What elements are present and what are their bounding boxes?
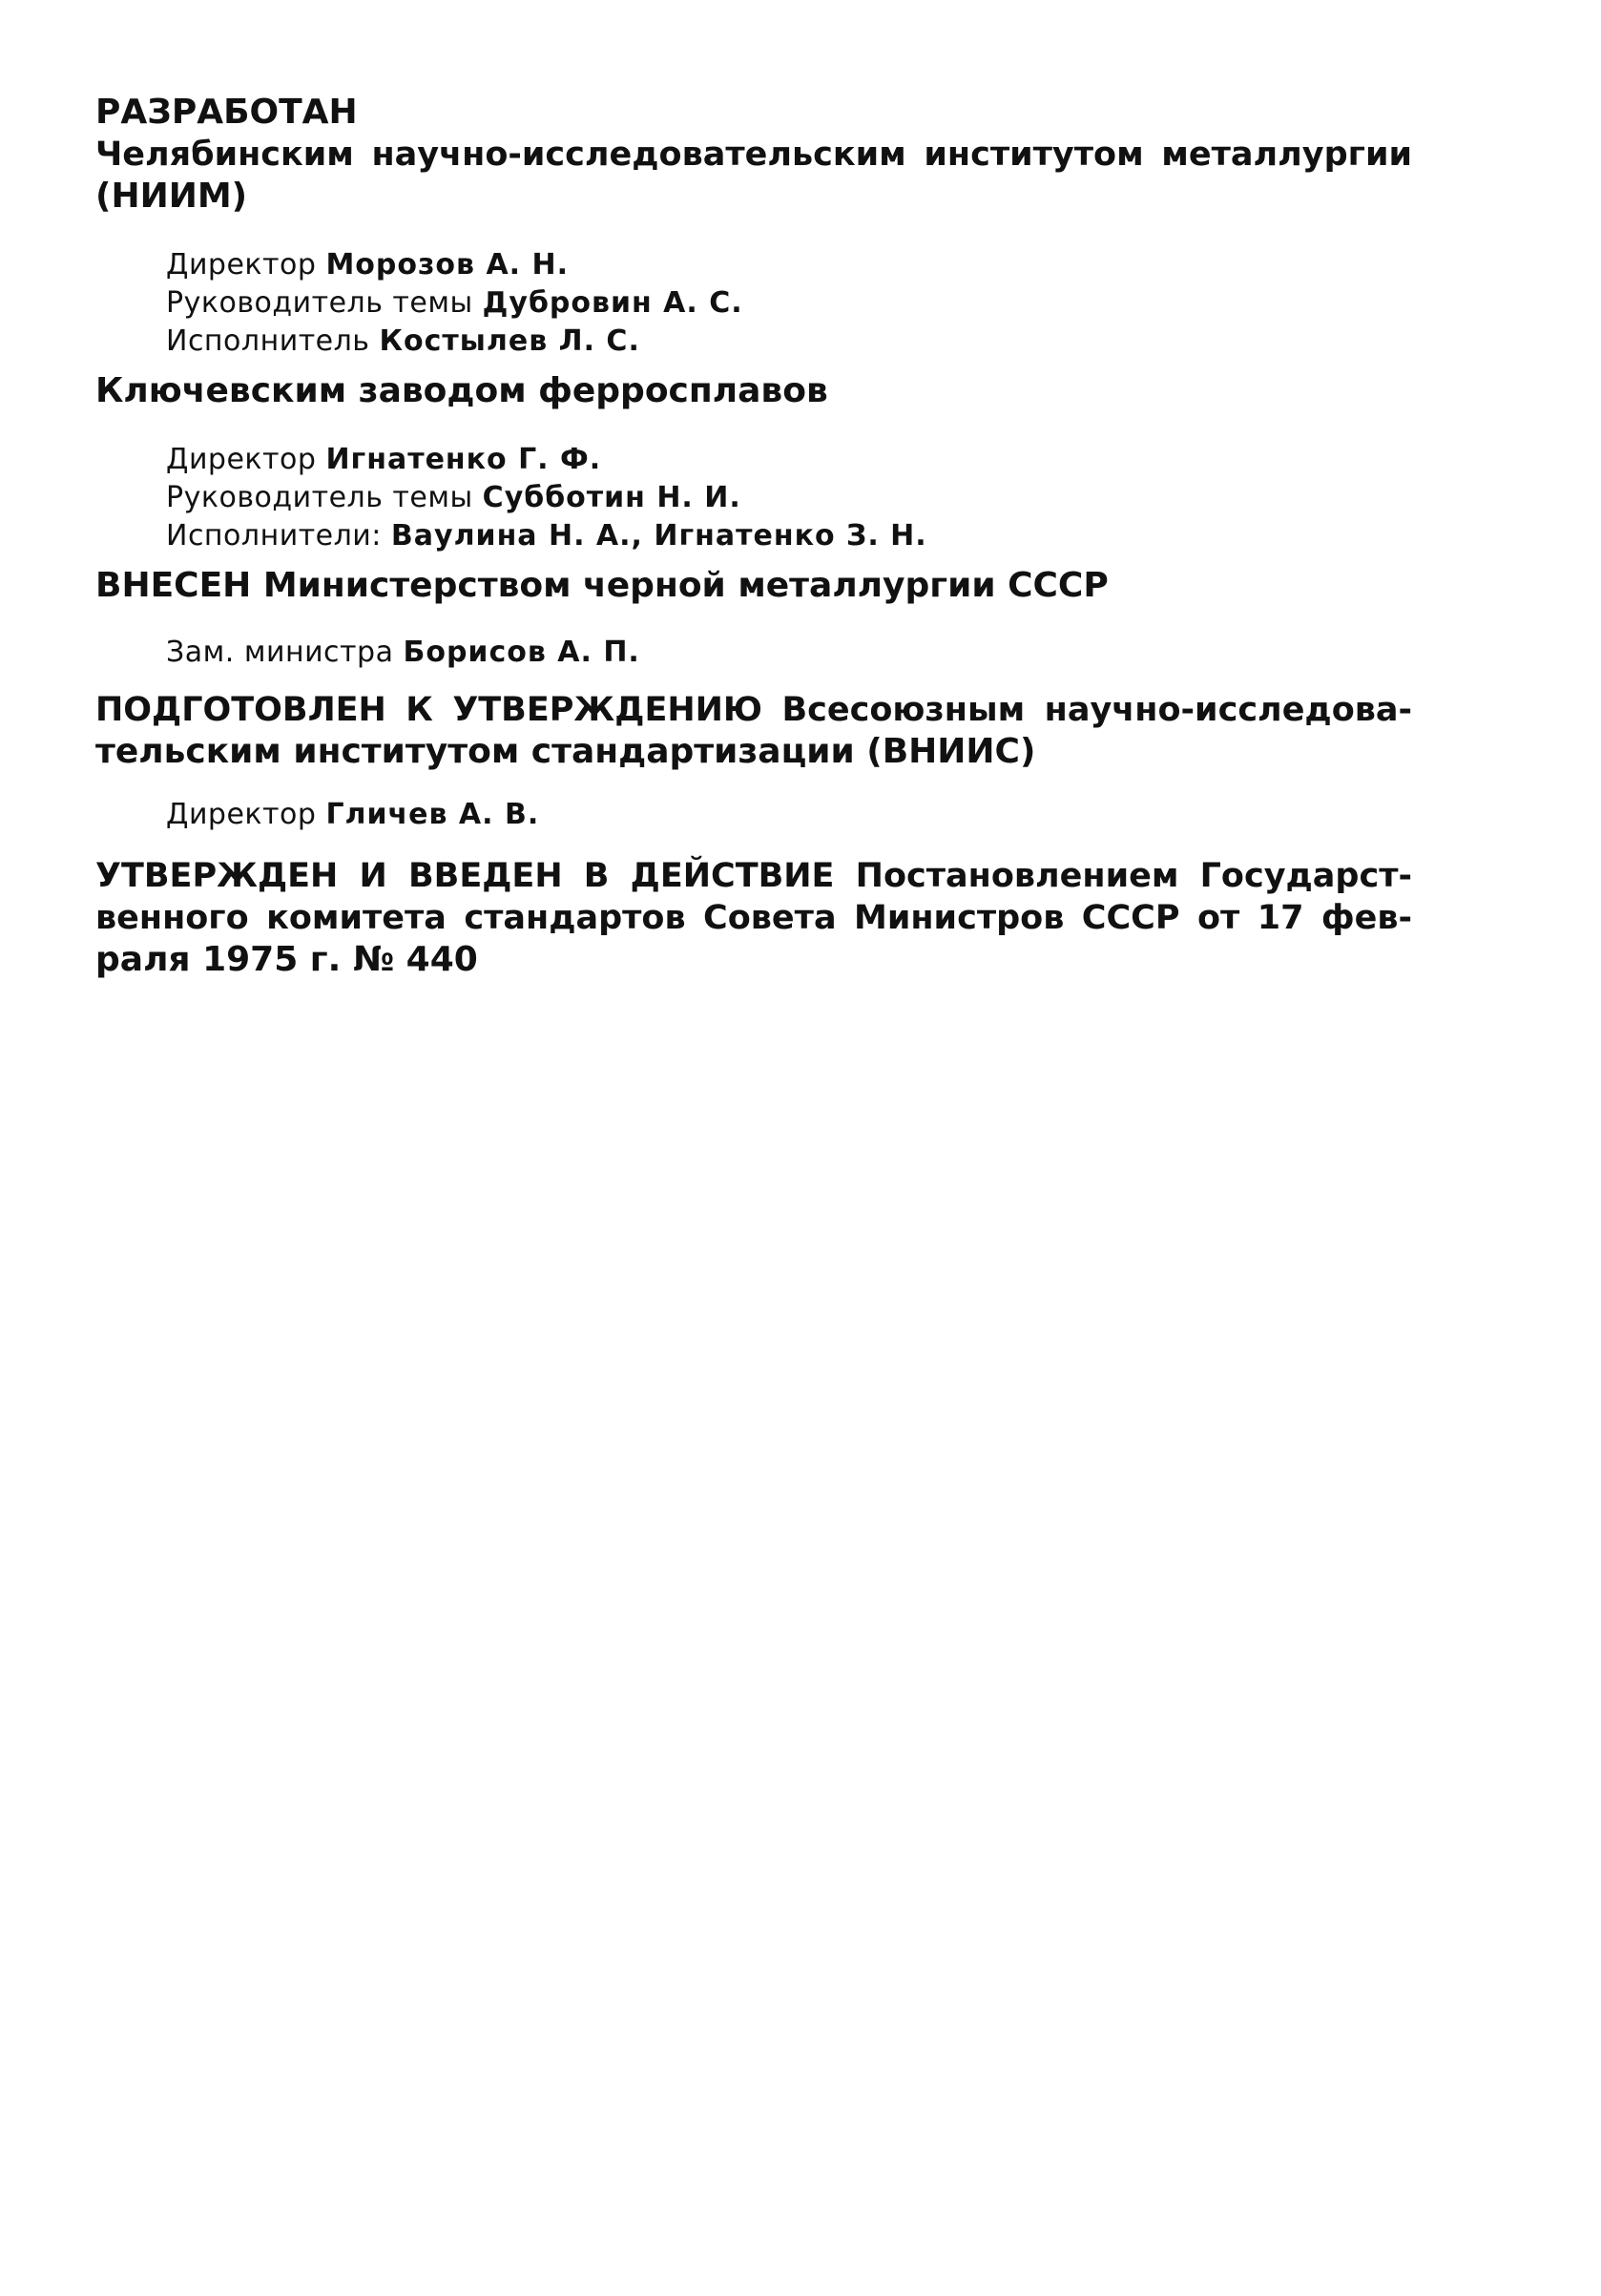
prepared-people [166,796,539,834]
approved-line-3: раля 1975 г. № 440 [95,940,478,979]
introduced-text: ВНЕСЕН Министерством черной металлургии СССР [95,566,1109,605]
person-role: Зам. министра [166,636,394,669]
person-name: Субботин Н. И. [482,481,741,514]
developer-org-1-line-1: Челябинским научно-исследовательским институтом металлургии [95,136,1412,174]
person-row [166,796,539,834]
person-name: Гличев А. В. [325,798,540,831]
person-row [166,517,927,555]
prepared-line-1: ПОДГОТОВЛЕН К УТВЕРЖДЕНИЮ Всесоюзным научно-исследова- [95,691,1413,729]
introduced-section [95,565,1431,607]
developer-org-2-section [95,370,1431,412]
person-row [166,479,927,517]
developed-heading: РАЗРАБОТАН [95,93,358,132]
person-row [166,246,743,284]
developer-org-1-line-2: (НИИМ) [95,177,248,216]
person-row [166,323,743,361]
approved-line-2: венного комитета стандартов Совета Министров СССР от 17 фев- [95,899,1412,937]
developed-section [95,92,1431,218]
person-role: Директор [166,798,317,831]
developer-org-2: Ключевским заводом ферросплавов [95,371,828,410]
developer-org-1-people [166,246,743,361]
person-role: Директор [166,248,317,282]
introduced-people [166,634,640,672]
person-role: Руководитель темы [166,481,473,514]
person-role: Руководитель темы [166,286,473,320]
person-role: Исполнитель [166,324,370,358]
person-name: Игнатенко Г. Ф. [325,443,602,476]
person-row [166,634,640,672]
person-name: Костылев Л. С. [379,324,640,358]
person-name: Морозов А. Н. [325,248,570,282]
prepared-section [95,689,1431,773]
approved-section [95,855,1431,981]
person-role: Директор [166,443,317,476]
approved-line-1: УТВЕРЖДЕН И ВВЕДЕН В ДЕЙСТВИЕ Постановлением Государст- [95,857,1413,895]
person-row [166,284,743,323]
person-name: Дубровин А. С. [482,286,743,320]
person-row [166,441,927,479]
person-name: Борисов А. П. [403,636,640,669]
person-name: Ваулина Н. А., Игнатенко З. Н. [390,519,927,553]
developer-org-2-people [166,441,927,555]
person-role: Исполнители: [166,519,382,553]
prepared-line-2: тельским институтом стандартизации (ВНИИС) [95,732,1036,771]
